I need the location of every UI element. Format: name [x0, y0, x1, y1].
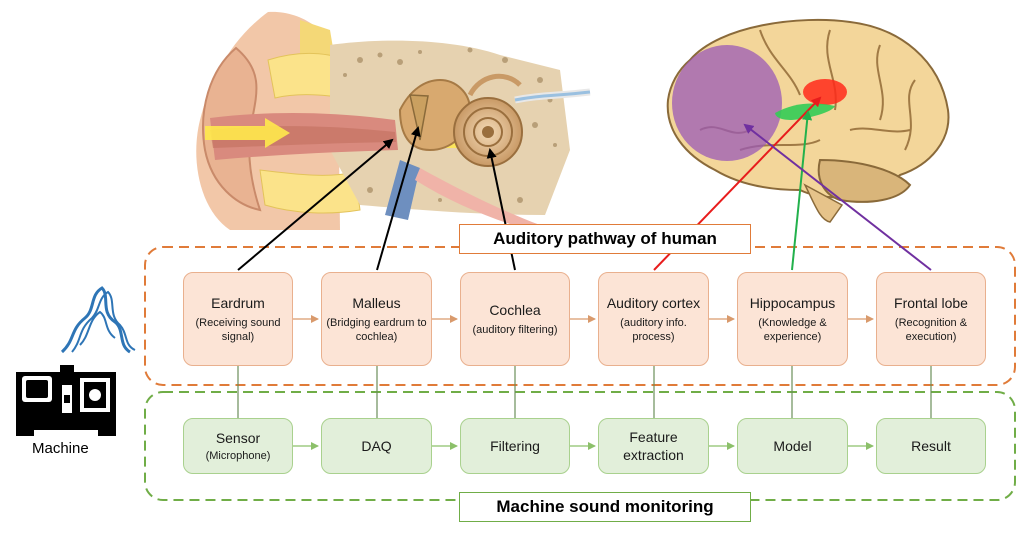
sensor-box — [183, 418, 293, 474]
malleus-label: Malleus — [352, 295, 401, 311]
hippocampus-description: (Knowledge & experience) — [758, 317, 827, 343]
model-label: Model — [773, 438, 812, 454]
daq-label: DAQ — [361, 438, 392, 454]
model-box — [737, 418, 848, 474]
cochlea-label: Cochlea — [489, 302, 541, 318]
feature-extraction-box — [598, 418, 709, 474]
auditory-cortex-label: Auditory cortex — [606, 295, 701, 311]
malleus-box — [321, 272, 432, 366]
sound-wave-icon — [62, 288, 135, 352]
eardrum-box — [183, 272, 293, 366]
filtering-label: Filtering — [490, 438, 540, 454]
daq-box — [321, 418, 432, 474]
eardrum-description: (Receiving sound signal) — [195, 317, 281, 343]
machine-monitoring-title: Machine sound monitoring — [459, 492, 751, 522]
frontal-lobe-box — [876, 272, 986, 366]
cochlea-description: (auditory filtering) — [472, 324, 558, 336]
hippocampus-box — [737, 272, 848, 366]
machine-label: Machine — [32, 440, 89, 457]
result-box — [876, 418, 986, 474]
hippocampus-label: Hippocampus — [749, 295, 836, 311]
machine-icon — [16, 355, 116, 436]
ear-anatomy-illustration — [196, 12, 590, 232]
auditory-cortex-box — [598, 272, 709, 366]
frontal-lobe-description: (Recognition & execution) — [894, 317, 968, 343]
human-pathway-title: Auditory pathway of human — [459, 224, 751, 254]
frontal-lobe-label: Frontal lobe — [894, 295, 968, 311]
filtering-box — [460, 418, 570, 474]
sensor-description: (Microphone) — [205, 450, 271, 462]
eardrum-label: Eardrum — [211, 295, 265, 311]
feature-extraction-label: Feature extraction — [623, 429, 684, 463]
malleus-description: (Bridging eardrum to cochlea) — [326, 317, 427, 343]
sensor-label: Sensor — [215, 430, 261, 446]
result-label: Result — [911, 438, 951, 454]
cochlea-box — [460, 272, 570, 366]
auditory-cortex-description: (auditory info. process) — [620, 317, 687, 343]
